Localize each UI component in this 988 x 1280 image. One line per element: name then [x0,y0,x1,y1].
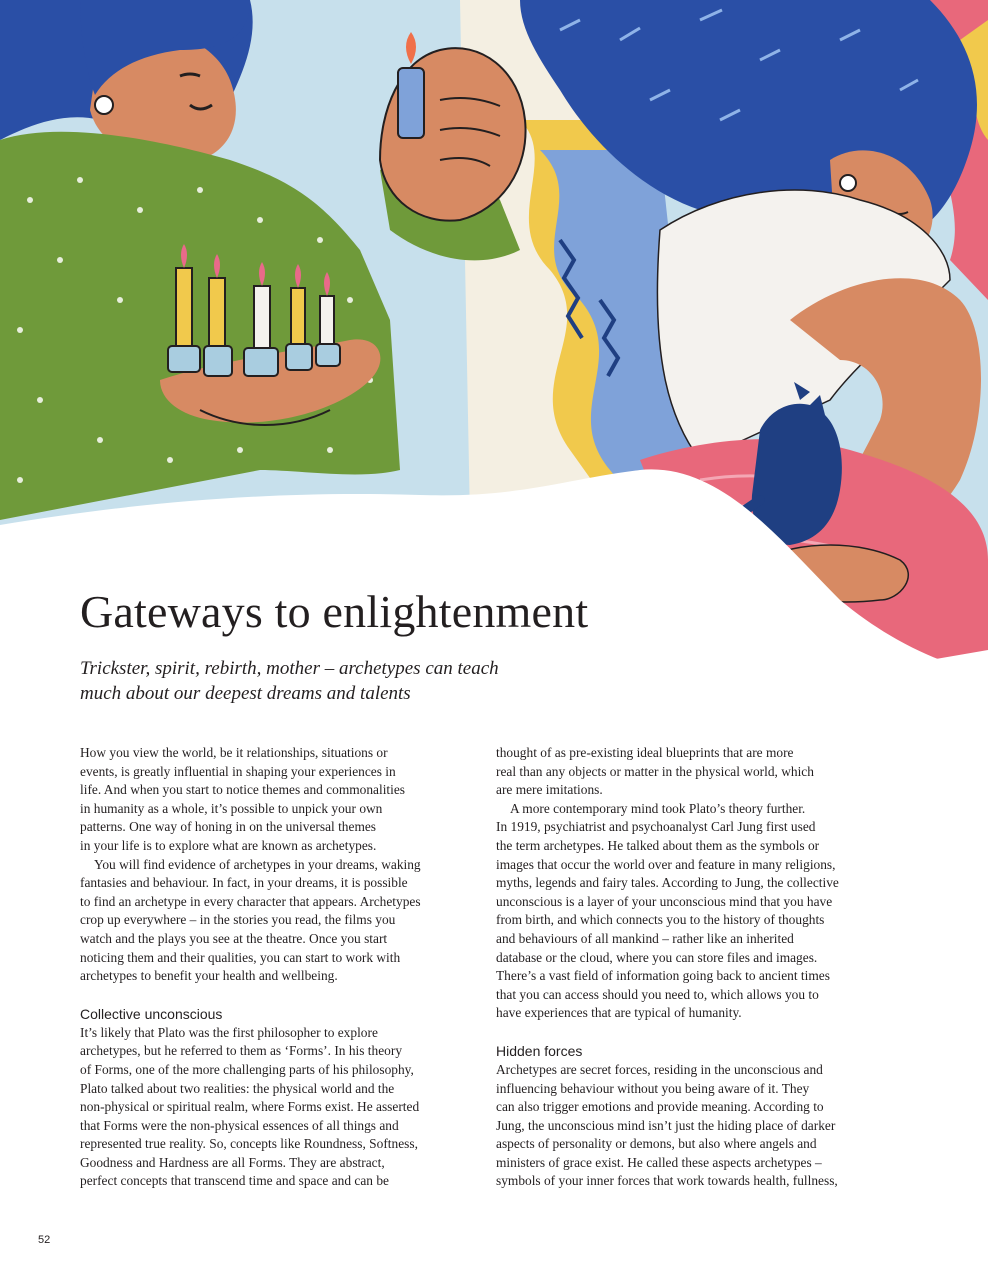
body-line: to find an archetype in every character that appears. Archetypes [80,893,421,909]
body-line: aspects of personality or demons, but also where angels and [496,1136,817,1152]
body-line: How you view the world, be it relationships, situations or [80,745,388,760]
body-line: and behaviours of all mankind – rather like an inherited [496,930,794,946]
subheading-collective-unconscious: Collective unconscious [80,1005,223,1022]
body-line: events, is greatly influential in shaping your experiences in [80,763,396,779]
body-line: patterns. One way of honing in on the universal themes [80,819,377,835]
body-line: in humanity as a whole, it’s possible to unpick your own [80,800,383,816]
body-line: perfect concepts that transcend time and space and can be [80,1173,389,1189]
body-column-left [80,744,482,1191]
body-line: are mere imitations. [496,782,603,798]
body-line: from birth, and which connects you to the history of thoughts [496,912,825,928]
standfirst-line: much about our deepest dreams and talents [80,683,411,704]
body-line: A more contemporary mind took Plato’s theory further. [510,800,806,816]
body-line: represented true reality. So, concepts like Roundness, Softness, [80,1136,418,1152]
body-line: symbols of your inner forces that work towards health, fullness, [496,1173,838,1189]
body-line: noticing them and their qualities, you can start to work with [80,949,401,965]
standfirst-line: Trickster, spirit, rebirth, mother – archetypes can teach [80,658,499,679]
body-line: Plato talked about two realities: the physical world and the [80,1080,395,1096]
body-line: images that occur the world over and feature in many religions, [496,856,836,872]
body-line: of Forms, one of the more challenging parts of his philosophy, [80,1061,414,1077]
article-standfirst [80,656,550,706]
body-line: archetypes to benefit your health and wellbeing. [80,968,338,984]
body-line: life. And when you start to notice themes and commonalities [80,782,406,798]
article-title: Gateways to enlightenment [80,586,589,637]
body-line: archetypes, but he referred to them as ‘Forms’. In his theory [80,1043,403,1059]
body-line: There’s a vast field of information going back to ancient times [496,968,830,984]
body-line: real than any objects or matter in the physical world, which [496,763,814,779]
body-line: non-physical or spiritual realm, where Forms exist. He asserted [80,1099,420,1115]
body-line: the term archetypes. He talked about them as the symbols or [496,837,820,853]
body-line: It’s likely that Plato was the first philosopher to explore [80,1024,378,1040]
body-line: influencing behaviour without you being aware of it. They [496,1080,810,1096]
body-column-right [496,744,898,1191]
body-line: ministers of grace exist. He called these aspects archetypes – [496,1154,822,1170]
page-number: 52 [38,1234,51,1246]
body-line: Goodness and Hardness are all Forms. They are abstract, [80,1154,385,1170]
body-line: in your life is to explore what are known as archetypes. [80,837,377,853]
body-line: unconscious is a layer of your unconscious mind that you have [496,893,833,909]
body-line: database or the cloud, where you can store files and images. [496,949,818,965]
body-line: that Forms were the non-physical essences of all things and [80,1117,399,1133]
body-line: have experiences that are typical of humanity. [496,1005,742,1021]
body-line: In 1919, psychiatrist and psychoanalyst Carl Jung first used [496,819,816,835]
body-line: Archetypes are secret forces, residing in the unconscious and [496,1061,823,1077]
body-line: fantasies and behaviour. In fact, in your dreams, it is possible [80,875,408,891]
body-line: You will find evidence of archetypes in your dreams, waking [94,856,421,872]
body-line: thought of as pre-existing ideal blueprints that are more [496,745,794,760]
body-line: Jung, the unconscious mind isn’t just the hiding place of darker [496,1117,836,1133]
body-line: watch and the plays you see at the theatre. Once you start [80,930,388,946]
body-line: crop up everywhere – in the stories you read, the films you [80,912,396,928]
body-line: myths, legends and fairy tales. According to Jung, the collective [496,875,839,891]
body-line: that you can access should you need to, which allows you to [496,986,819,1002]
body-line: can also trigger emotions and provide meaning. According to [496,1099,824,1115]
subheading-hidden-forces: Hidden forces [496,1042,583,1059]
